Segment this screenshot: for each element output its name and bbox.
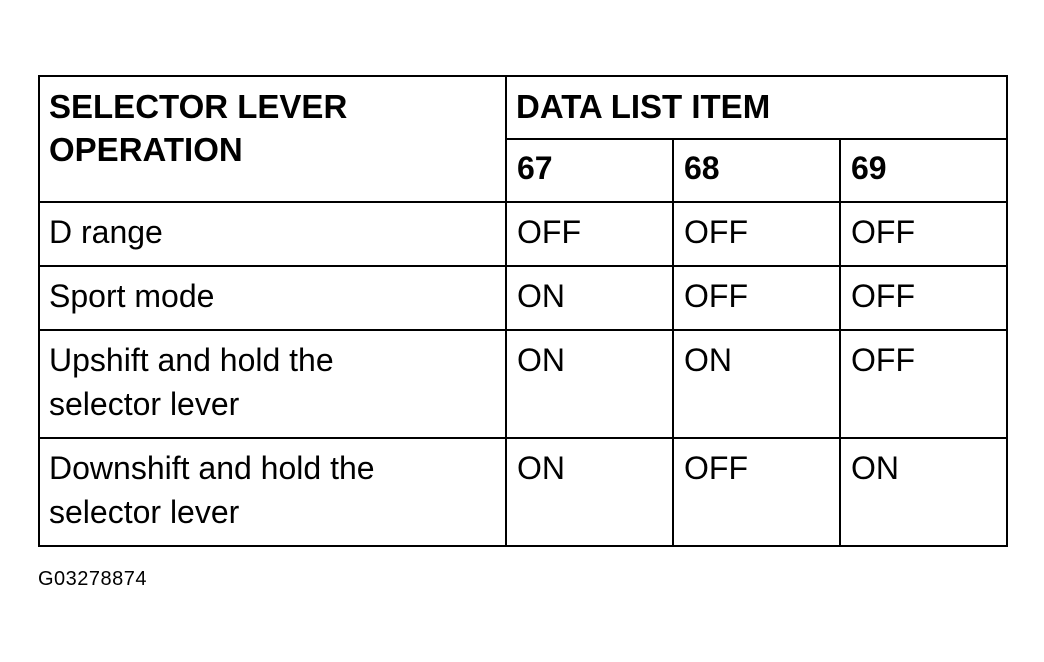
status-value: OFF	[684, 278, 748, 314]
value-cell	[673, 330, 840, 438]
value-cell	[506, 438, 673, 546]
item-number: 68	[684, 150, 720, 186]
operation-cell	[39, 202, 506, 266]
item-number-cell	[840, 139, 1007, 202]
data-list-table	[38, 75, 1008, 547]
status-value: OFF	[851, 214, 915, 250]
operation-label: Upshift and hold the selector lever	[49, 342, 334, 422]
operation-cell	[39, 266, 506, 330]
status-value: ON	[851, 450, 899, 486]
status-value: ON	[517, 342, 565, 378]
value-cell	[840, 330, 1007, 438]
operation-header: SELECTOR LEVER OPERATION	[49, 88, 348, 168]
table-row	[39, 438, 1007, 546]
value-cell	[840, 202, 1007, 266]
data-list-header: DATA LIST ITEM	[516, 88, 771, 125]
table-row	[39, 202, 1007, 266]
item-number-cell	[673, 139, 840, 202]
status-value: OFF	[517, 214, 581, 250]
value-cell	[840, 438, 1007, 546]
item-number-cell	[506, 139, 673, 202]
table-row	[39, 330, 1007, 438]
operation-label: Downshift and hold the selector lever	[49, 450, 375, 530]
value-cell	[840, 266, 1007, 330]
value-cell	[673, 202, 840, 266]
operation-cell	[39, 330, 506, 438]
operation-label: Sport mode	[49, 278, 215, 314]
data-list-header-cell	[506, 76, 1007, 139]
status-value: OFF	[684, 450, 748, 486]
operation-cell	[39, 438, 506, 546]
item-number: 69	[851, 150, 887, 186]
value-cell	[673, 438, 840, 546]
table-header-row	[39, 76, 1007, 139]
selector-lever-table-figure	[38, 75, 1006, 542]
status-value: ON	[517, 278, 565, 314]
status-value: OFF	[851, 342, 915, 378]
status-value: OFF	[684, 214, 748, 250]
value-cell	[506, 266, 673, 330]
status-value: ON	[684, 342, 732, 378]
operation-label: D range	[49, 214, 163, 250]
value-cell	[506, 330, 673, 438]
value-cell	[506, 202, 673, 266]
item-number: 67	[517, 150, 553, 186]
status-value: OFF	[851, 278, 915, 314]
operation-header-cell	[39, 76, 506, 202]
figure-id: G03278874	[38, 568, 148, 590]
status-value: ON	[517, 450, 565, 486]
value-cell	[673, 266, 840, 330]
table-row	[39, 266, 1007, 330]
